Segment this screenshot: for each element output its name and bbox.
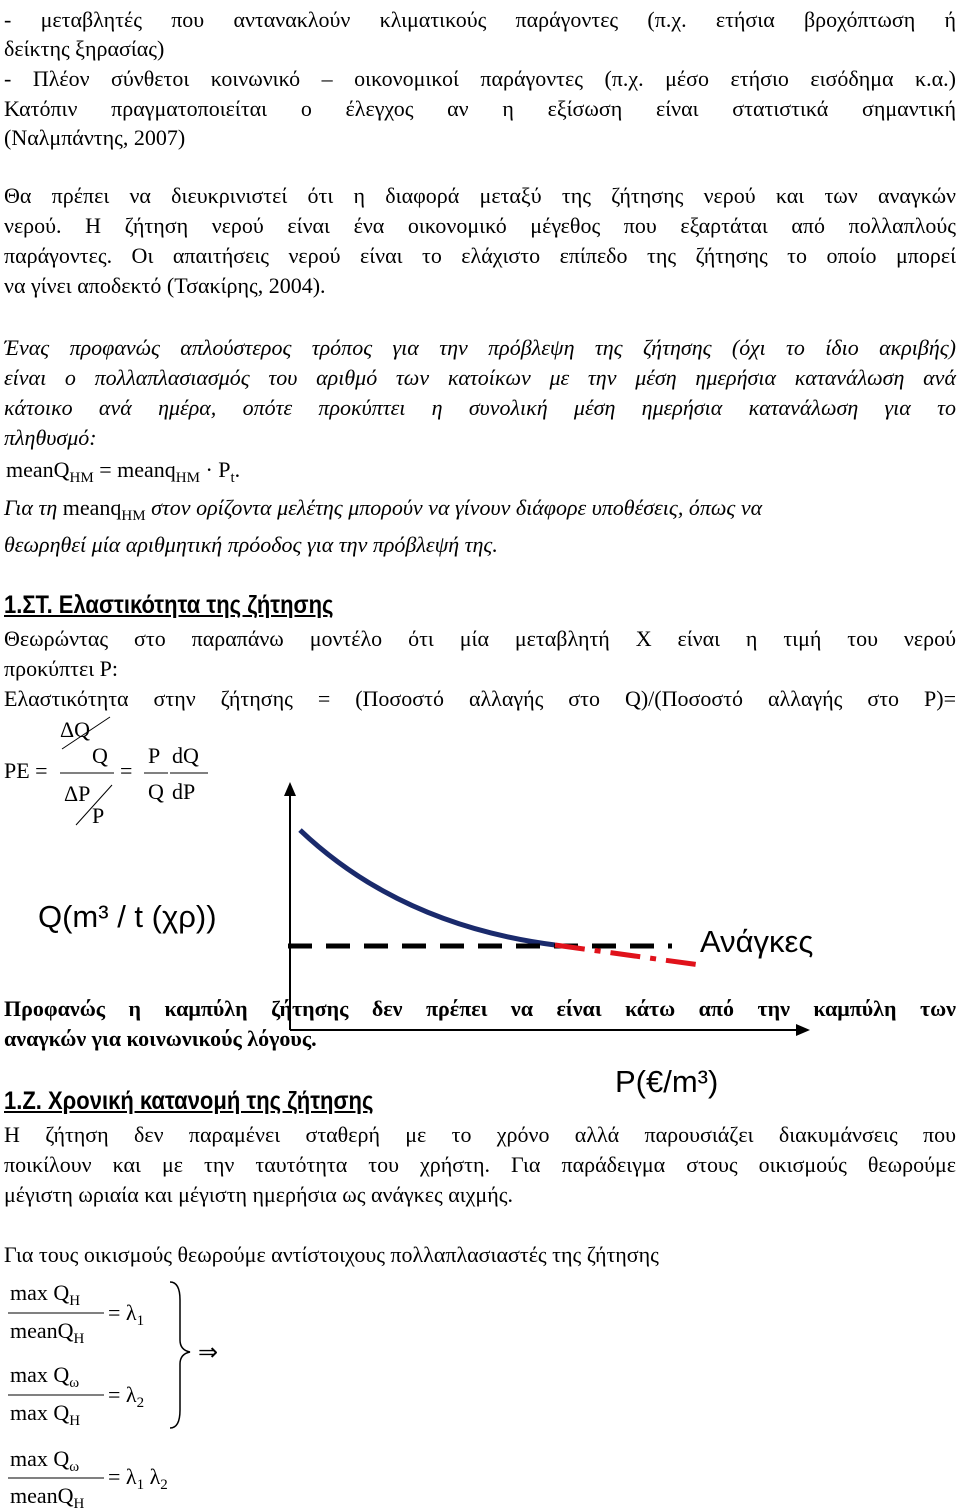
text-line: να γίνει αποδεκτό (Τσακίρης, 2004). xyxy=(4,273,326,298)
formula-3-rhs: = $\lambda_1$ $\lambda_2$ xyxy=(108,1464,168,1493)
text-line: θεωρηθεί μία αριθμητική πρόοδος για την πρόβλεψή της. xyxy=(4,532,498,557)
text-line: Θα πρέπει να διευκρινιστεί ότι η διαφορά μεταξύ της ζήτησης νερού και των αναγκών xyxy=(4,183,956,208)
text-line: Κατόπιν πραγματοποιείται ο έλεγχος αν η εξίσωση είναι στατιστικά σημαντική xyxy=(4,96,956,121)
text-line: κάτοικο ανά ημέρα, οπότε προκύπτει η συνολική μέση ημερήσια κατανάλωση για το xyxy=(4,395,956,420)
pe-label: PE = xyxy=(4,758,48,783)
x-axis-arrow xyxy=(796,1024,810,1036)
demand-extension-line xyxy=(555,945,700,965)
right-brace xyxy=(170,1282,190,1428)
text-line: (Ναλμπάντης, 2007) xyxy=(4,125,186,150)
ratio-dp: dP xyxy=(172,779,196,804)
equals-sign: = xyxy=(120,758,133,783)
equation-meanq: meanQ$_{HM}$ = meanq$_{HM}$ · $P_t$. xyxy=(6,457,241,486)
text-line: Προφανώς η καμπύλη ζήτησης δεν πρέπει να είναι κάτω από την καμπύλη των xyxy=(4,996,956,1021)
demand-curve xyxy=(300,830,555,945)
text-line: μέγιστη ωριαία και μέγιστη ημερήσια ως ανάγκες αιχμής. xyxy=(4,1182,513,1207)
frac-q: Q xyxy=(92,743,108,768)
text-line: Θεωρώντας στο παραπάνω μοντέλο ότι μία μεταβλητή Χ είναι η τιμή του νερού xyxy=(4,626,956,651)
ratio-dq: dQ xyxy=(172,743,199,768)
x-axis-label: P(€/m³) xyxy=(615,1064,719,1099)
text-line: είναι ο πολλαπλασιασμός του αριθμό των κατοίκων με την μέση ημερήσια κατανάλωση ανά xyxy=(4,365,956,390)
y-axis-label: Q(m³ / t (χρ)) xyxy=(38,899,217,934)
formula-2-numerator: $\max Q_\omega$ xyxy=(10,1362,80,1391)
text-line: Για τους οικισμούς θεωρούμε αντίστοιχους πολλαπλασιαστές της ζήτησης xyxy=(4,1242,659,1267)
demand-chart xyxy=(0,760,960,1110)
section-heading: 1.ΣΤ. Ελαστικότητα της ζήτησης xyxy=(4,591,334,619)
text-line: πληθυσμό: xyxy=(4,425,97,450)
formula-2-denominator: $\max Q_H$ xyxy=(10,1400,81,1429)
formula-3-numerator: $\max Q_\omega$ xyxy=(10,1446,80,1475)
frac-dp: ΔP xyxy=(64,781,91,806)
peak-factor-formulas xyxy=(0,1270,300,1510)
text-line: προκύπτει Ρ: xyxy=(4,656,119,681)
implies-arrow: ⇒ xyxy=(198,1340,219,1366)
text-line: ποικίλουν και με την ταυτότητα του χρήστη. Για παράδειγμα στους οικισμούς θεωρούμε xyxy=(4,1152,956,1177)
section-heading: 1.Ζ. Χρονική κατανομή της ζήτησης xyxy=(4,1087,374,1115)
text-line: - μεταβλητές που αντανακλούν κλιματικούς παράγοντες (π.χ. ετήσια βροχόπτωση ή xyxy=(4,7,956,32)
formula-2-rhs: = $\lambda_2$ xyxy=(108,1382,145,1411)
y-axis-arrow xyxy=(284,782,296,796)
text-line: νερού. Η ζήτηση νερού είναι ένα οικονομικό μέγεθος που εξαρτάται από πολλαπλούς xyxy=(4,213,956,238)
text-line: δείκτης ξηρασίας) xyxy=(4,36,165,61)
formula-1-numerator: $\max Q_H$ xyxy=(10,1280,81,1309)
text-line: αναγκών για κοινωνικούς λόγους. xyxy=(4,1026,317,1051)
ratio-p: P xyxy=(148,743,161,768)
frac-dq: ΔQ xyxy=(60,717,91,742)
needs-label: Ανάγκες xyxy=(700,924,814,959)
text-line: Ελαστικότητα στην ζήτησης = (Ποσοστό αλλαγής στο Q)/(Ποσοστό αλλαγής στο P)= xyxy=(4,686,956,711)
text-line: Ένας προφανώς απλούστερος τρόπος για την πρόβλεψη της ζήτησης (όχι το ίδιο ακριβής) xyxy=(4,335,956,360)
ratio-q: Q xyxy=(148,779,164,804)
text-line: - Πλέον σύνθετοι κοινωνικό – οικονομικοί παράγοντες (π.χ. μέσο ετήσιο εισόδημα κ.α.) xyxy=(4,66,956,91)
text-line: Η ζήτηση δεν παραμένει σταθερή με το χρόνο αλλά παρουσιάζει διακυμάνσεις που xyxy=(4,1122,956,1147)
text-line: Για τη meanq$_{HM}$ στον ορίζοντα μελέτης μπορούν να γίνουν διάφορε υποθέσεις, όπως να xyxy=(4,495,763,524)
formula-1-denominator: meanQ$_H$ xyxy=(10,1318,85,1347)
formula-3-denominator: meanQ$_H$ xyxy=(10,1483,85,1510)
text-line: παράγοντες. Οι απαιτήσεις νερού είναι το ελάχιστο επίπεδο της ζήτησης το οποίο μπορεί xyxy=(4,243,956,268)
formula-1-rhs: = $\lambda_1$ xyxy=(108,1300,145,1329)
frac-p: P xyxy=(92,803,105,828)
